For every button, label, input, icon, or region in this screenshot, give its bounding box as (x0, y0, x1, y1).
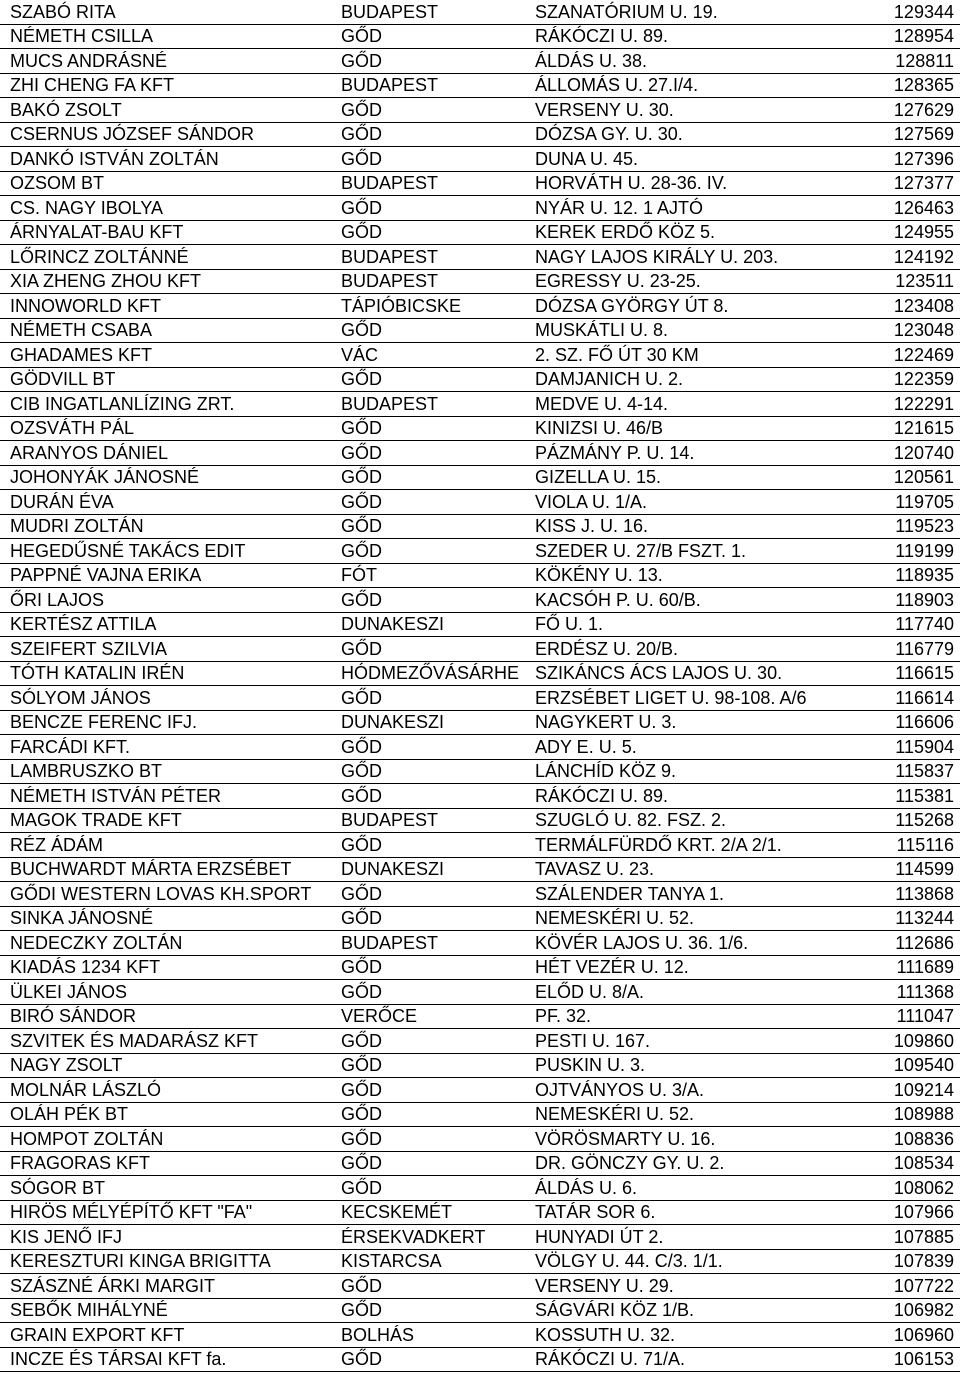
street-cell: DAMJANICH U. 2. (531, 367, 834, 392)
amount-cell: 109860 (834, 1029, 960, 1054)
street-cell: PUSKIN U. 3. (531, 1053, 834, 1078)
city-cell: GŐD (337, 1274, 531, 1299)
amount-cell: 115268 (834, 808, 960, 833)
name-cell: ÜLKEI JÁNOS (0, 980, 337, 1005)
table-row (0, 1274, 960, 1299)
city-cell: VERŐCE (337, 1004, 531, 1029)
amount-cell: 113868 (834, 882, 960, 907)
city-cell: GŐD (337, 735, 531, 760)
street-cell: DUNA U. 45. (531, 147, 834, 172)
amount-cell: 127377 (834, 171, 960, 196)
street-cell: EGRESSY U. 23-25. (531, 269, 834, 294)
amount-cell: 128954 (834, 24, 960, 49)
amount-cell: 107722 (834, 1274, 960, 1299)
street-cell: DÓZSA GY. U. 30. (531, 122, 834, 147)
city-cell: GŐD (337, 98, 531, 123)
street-cell: NAGYKERT U. 3. (531, 710, 834, 735)
street-cell: KISS J. U. 16. (531, 514, 834, 539)
city-cell: GŐD (337, 833, 531, 858)
table-row (0, 1029, 960, 1054)
name-cell: BENCZE FERENC IFJ. (0, 710, 337, 735)
street-cell: ÁLDÁS U. 6. (531, 1176, 834, 1201)
name-cell: MUDRI ZOLTÁN (0, 514, 337, 539)
street-cell: NYÁR U. 12. 1 AJTÓ (531, 196, 834, 221)
city-cell: BUDAPEST (337, 808, 531, 833)
city-cell: GŐD (337, 637, 531, 662)
table-row (0, 637, 960, 662)
amount-cell: 106960 (834, 1323, 960, 1348)
name-cell: CIB INGATLANLÍZING ZRT. (0, 392, 337, 417)
table-row (0, 1323, 960, 1348)
table-row (0, 759, 960, 784)
street-cell: OJTVÁNYOS U. 3/A. (531, 1078, 834, 1103)
amount-cell: 128365 (834, 73, 960, 98)
city-cell: GŐD (337, 318, 531, 343)
city-cell: GŐD (337, 1029, 531, 1054)
amount-cell: 127569 (834, 122, 960, 147)
city-cell: DUNAKESZI (337, 857, 531, 882)
amount-cell: 124955 (834, 220, 960, 245)
amount-cell: 122469 (834, 343, 960, 368)
table-row (0, 1200, 960, 1225)
street-cell: SÁGVÁRI KÖZ 1/B. (531, 1298, 834, 1323)
name-cell: SZEIFERT SZILVIA (0, 637, 337, 662)
amount-cell: 106982 (834, 1298, 960, 1323)
street-cell: KOSSUTH U. 32. (531, 1323, 834, 1348)
street-cell: GIZELLA U. 15. (531, 465, 834, 490)
amount-cell: 124192 (834, 245, 960, 270)
amount-cell: 114599 (834, 857, 960, 882)
city-cell: GŐD (337, 1078, 531, 1103)
street-cell: RÁKÓCZI U. 89. (531, 784, 834, 809)
name-cell: GRAIN EXPORT KFT (0, 1323, 337, 1348)
table-row (0, 73, 960, 98)
street-cell: HORVÁTH U. 28-36. IV. (531, 171, 834, 196)
city-cell: GŐD (337, 367, 531, 392)
city-cell: DUNAKESZI (337, 612, 531, 637)
amount-cell: 106153 (834, 1347, 960, 1372)
name-cell: NÉMETH ISTVÁN PÉTER (0, 784, 337, 809)
name-cell: ARANYOS DÁNIEL (0, 441, 337, 466)
street-cell: FŐ U. 1. (531, 612, 834, 637)
name-cell: HOMPOT ZOLTÁN (0, 1127, 337, 1152)
city-cell: GŐD (337, 1176, 531, 1201)
name-cell: SÓLYOM JÁNOS (0, 686, 337, 711)
amount-cell: 122359 (834, 367, 960, 392)
table-row (0, 269, 960, 294)
table-row (0, 465, 960, 490)
city-cell: GŐD (337, 490, 531, 515)
street-cell: KÖVÉR LAJOS U. 36. 1/6. (531, 931, 834, 956)
name-cell: CSERNUS JÓZSEF SÁNDOR (0, 122, 337, 147)
name-cell: MOLNÁR LÁSZLÓ (0, 1078, 337, 1103)
amount-cell: 116779 (834, 637, 960, 662)
street-cell: ÁLDÁS U. 38. (531, 49, 834, 74)
city-cell: BUDAPEST (337, 245, 531, 270)
table-row (0, 931, 960, 956)
table-row (0, 857, 960, 882)
table-row (0, 171, 960, 196)
table-row (0, 808, 960, 833)
city-cell: BUDAPEST (337, 269, 531, 294)
city-cell: GŐD (337, 441, 531, 466)
table-row (0, 122, 960, 147)
table-row (0, 24, 960, 49)
name-cell: NAGY ZSOLT (0, 1053, 337, 1078)
table-row (0, 441, 960, 466)
street-cell: HÉT VEZÉR U. 12. (531, 955, 834, 980)
name-cell: CS. NAGY IBOLYA (0, 196, 337, 221)
name-cell: DURÁN ÉVA (0, 490, 337, 515)
street-cell: ADY E. U. 5. (531, 735, 834, 760)
table-row (0, 980, 960, 1005)
name-cell: MUCS ANDRÁSNÉ (0, 49, 337, 74)
city-cell: FÓT (337, 563, 531, 588)
street-cell: VÖLGY U. 44. C/3. 1/1. (531, 1249, 834, 1274)
amount-cell: 107885 (834, 1225, 960, 1250)
name-cell: NEDECZKY ZOLTÁN (0, 931, 337, 956)
street-cell: KINIZSI U. 46/B (531, 416, 834, 441)
table-row (0, 1102, 960, 1127)
amount-cell: 119523 (834, 514, 960, 539)
city-cell: BOLHÁS (337, 1323, 531, 1348)
amount-cell: 109540 (834, 1053, 960, 1078)
amount-cell: 120740 (834, 441, 960, 466)
table-row (0, 955, 960, 980)
name-cell: SINKA JÁNOSNÉ (0, 906, 337, 931)
street-cell: TERMÁLFÜRDŐ KRT. 2/A 2/1. (531, 833, 834, 858)
name-cell: OLÁH PÉK BT (0, 1102, 337, 1127)
street-cell: KEREK ERDŐ KÖZ 5. (531, 220, 834, 245)
table-row (0, 0, 960, 24)
table-row (0, 392, 960, 417)
street-cell: VERSENY U. 30. (531, 98, 834, 123)
street-cell: KACSÓH P. U. 60/B. (531, 588, 834, 613)
street-cell: HUNYADI ÚT 2. (531, 1225, 834, 1250)
city-cell: GŐD (337, 1127, 531, 1152)
table-row (0, 147, 960, 172)
table-row (0, 220, 960, 245)
amount-cell: 118935 (834, 563, 960, 588)
amount-cell: 115904 (834, 735, 960, 760)
name-cell: HEGEDŰSNÉ TAKÁCS EDIT (0, 539, 337, 564)
name-cell: OZSOM BT (0, 171, 337, 196)
amount-cell: 122291 (834, 392, 960, 417)
amount-cell: 115116 (834, 833, 960, 858)
amount-cell: 121615 (834, 416, 960, 441)
table-row (0, 882, 960, 907)
name-cell: ÁRNYALAT-BAU KFT (0, 220, 337, 245)
city-cell: GŐD (337, 1053, 531, 1078)
amount-cell: 123511 (834, 269, 960, 294)
city-cell: GŐD (337, 1298, 531, 1323)
name-cell: INNOWORLD KFT (0, 294, 337, 319)
amount-cell: 108534 (834, 1151, 960, 1176)
city-cell: GŐD (337, 122, 531, 147)
city-cell: GŐD (337, 686, 531, 711)
table-row (0, 98, 960, 123)
amount-cell: 108836 (834, 1127, 960, 1152)
city-cell: GŐD (337, 416, 531, 441)
name-cell: GHADAMES KFT (0, 343, 337, 368)
amount-cell: 116614 (834, 686, 960, 711)
amount-cell: 111047 (834, 1004, 960, 1029)
table-row (0, 735, 960, 760)
city-cell: KECSKEMÉT (337, 1200, 531, 1225)
street-cell: VÖRÖSMARTY U. 16. (531, 1127, 834, 1152)
table-row (0, 318, 960, 343)
street-cell: ERZSÉBET LIGET U. 98-108. A/6 (531, 686, 834, 711)
amount-cell: 107839 (834, 1249, 960, 1274)
name-cell: KIADÁS 1234 KFT (0, 955, 337, 980)
street-cell: SZANATÓRIUM U. 19. (531, 0, 834, 24)
name-cell: BUCHWARDT MÁRTA ERZSÉBET (0, 857, 337, 882)
street-cell: DÓZSA GYÖRGY ÚT 8. (531, 294, 834, 319)
table-row (0, 343, 960, 368)
street-cell: NEMESKÉRI U. 52. (531, 906, 834, 931)
street-cell: MUSKÁTLI U. 8. (531, 318, 834, 343)
city-cell: BUDAPEST (337, 0, 531, 24)
city-cell: KISTARCSA (337, 1249, 531, 1274)
street-cell: ELŐD U. 8/A. (531, 980, 834, 1005)
name-cell: NÉMETH CSILLA (0, 24, 337, 49)
street-cell: RÁKÓCZI U. 89. (531, 24, 834, 49)
street-cell: SZÁLENDER TANYA 1. (531, 882, 834, 907)
amount-cell: 113244 (834, 906, 960, 931)
street-cell: NAGY LAJOS KIRÁLY U. 203. (531, 245, 834, 270)
table-row (0, 1004, 960, 1029)
table-row (0, 490, 960, 515)
street-cell: NEMESKÉRI U. 52. (531, 1102, 834, 1127)
city-cell: GŐD (337, 24, 531, 49)
table-row (0, 416, 960, 441)
city-cell: VÁC (337, 343, 531, 368)
amount-cell: 109214 (834, 1078, 960, 1103)
table-row (0, 1151, 960, 1176)
street-cell: KÖKÉNY U. 13. (531, 563, 834, 588)
street-cell: SZEDER U. 27/B FSZT. 1. (531, 539, 834, 564)
city-cell: BUDAPEST (337, 73, 531, 98)
amount-cell: 108988 (834, 1102, 960, 1127)
street-cell: TATÁR SOR 6. (531, 1200, 834, 1225)
table-row (0, 1298, 960, 1323)
city-cell: GŐD (337, 759, 531, 784)
city-cell: GŐD (337, 49, 531, 74)
name-cell: SZVITEK ÉS MADARÁSZ KFT (0, 1029, 337, 1054)
name-cell: LŐRINCZ ZOLTÁNNÉ (0, 245, 337, 270)
table-row (0, 1249, 960, 1274)
table-row (0, 49, 960, 74)
amount-cell: 111689 (834, 955, 960, 980)
street-cell: VERSENY U. 29. (531, 1274, 834, 1299)
amount-cell: 128811 (834, 49, 960, 74)
table-row (0, 196, 960, 221)
city-cell: BUDAPEST (337, 392, 531, 417)
street-cell: PF. 32. (531, 1004, 834, 1029)
table-row (0, 367, 960, 392)
amount-cell: 117740 (834, 612, 960, 637)
name-cell: SZÁSZNÉ ÁRKI MARGIT (0, 1274, 337, 1299)
amount-cell: 129344 (834, 0, 960, 24)
table-row (0, 686, 960, 711)
name-cell: INCZE ÉS TÁRSAI KFT fa. (0, 1347, 337, 1372)
amount-cell: 127396 (834, 147, 960, 172)
table-row (0, 612, 960, 637)
street-cell: ÁLLOMÁS U. 27.I/4. (531, 73, 834, 98)
name-cell: SEBŐK MIHÁLYNÉ (0, 1298, 337, 1323)
name-cell: MAGOK TRADE KFT (0, 808, 337, 833)
city-cell: GŐD (337, 980, 531, 1005)
table-row (0, 588, 960, 613)
amount-cell: 123048 (834, 318, 960, 343)
street-cell: 2. SZ. FŐ ÚT 30 KM (531, 343, 834, 368)
amount-cell: 119199 (834, 539, 960, 564)
city-cell: GŐD (337, 588, 531, 613)
table-row (0, 1176, 960, 1201)
amount-cell: 108062 (834, 1176, 960, 1201)
table-row (0, 784, 960, 809)
name-cell: PAPPNÉ VAJNA ERIKA (0, 563, 337, 588)
name-cell: FRAGORAS KFT (0, 1151, 337, 1176)
name-cell: SZABÓ RITA (0, 0, 337, 24)
amount-cell: 126463 (834, 196, 960, 221)
city-cell: GŐD (337, 220, 531, 245)
name-cell: SÓGOR BT (0, 1176, 337, 1201)
name-cell: KIS JENŐ IFJ (0, 1225, 337, 1250)
city-cell: GŐD (337, 1151, 531, 1176)
table-row (0, 1078, 960, 1103)
street-cell: TAVASZ U. 23. (531, 857, 834, 882)
name-cell: KERESZTURI KINGA BRIGITTA (0, 1249, 337, 1274)
street-cell: RÁKÓCZI U. 71/A. (531, 1347, 834, 1372)
amount-cell: 120561 (834, 465, 960, 490)
name-cell: DANKÓ ISTVÁN ZOLTÁN (0, 147, 337, 172)
amount-cell: 115837 (834, 759, 960, 784)
table-row (0, 906, 960, 931)
name-cell: JOHONYÁK JÁNOSNÉ (0, 465, 337, 490)
name-cell: TÓTH KATALIN IRÉN (0, 661, 337, 686)
amount-cell: 112686 (834, 931, 960, 956)
table-row (0, 1127, 960, 1152)
street-cell: SZIKÁNCS ÁCS LAJOS U. 30. (531, 661, 834, 686)
table-row (0, 1347, 960, 1372)
amount-cell: 115381 (834, 784, 960, 809)
street-cell: SZUGLÓ U. 82. FSZ. 2. (531, 808, 834, 833)
city-cell: HÓDMEZŐVÁSÁRHE (337, 661, 531, 686)
table-row (0, 245, 960, 270)
city-cell: TÁPIÓBICSKE (337, 294, 531, 319)
table-row (0, 710, 960, 735)
name-cell: NÉMETH CSABA (0, 318, 337, 343)
city-cell: GŐD (337, 784, 531, 809)
table-row (0, 294, 960, 319)
street-cell: DR. GÖNCZY GY. U. 2. (531, 1151, 834, 1176)
amount-cell: 116606 (834, 710, 960, 735)
amount-cell: 118903 (834, 588, 960, 613)
street-cell: PÁZMÁNY P. U. 14. (531, 441, 834, 466)
table-row (0, 563, 960, 588)
amount-cell: 111368 (834, 980, 960, 1005)
city-cell: GŐD (337, 539, 531, 564)
table-row (0, 514, 960, 539)
city-cell: GŐD (337, 1102, 531, 1127)
amount-cell: 116615 (834, 661, 960, 686)
city-cell: GŐD (337, 955, 531, 980)
city-cell: ÉRSEKVADKERT (337, 1225, 531, 1250)
city-cell: BUDAPEST (337, 931, 531, 956)
name-cell: BIRÓ SÁNDOR (0, 1004, 337, 1029)
amount-cell: 119705 (834, 490, 960, 515)
city-cell: GŐD (337, 1347, 531, 1372)
table-row (0, 661, 960, 686)
city-cell: BUDAPEST (337, 171, 531, 196)
name-cell: ŐRI LAJOS (0, 588, 337, 613)
amount-cell: 123408 (834, 294, 960, 319)
street-cell: MEDVE U. 4-14. (531, 392, 834, 417)
city-cell: GŐD (337, 196, 531, 221)
table-row (0, 1053, 960, 1078)
name-cell: LAMBRUSZKO BT (0, 759, 337, 784)
street-cell: PESTI U. 167. (531, 1029, 834, 1054)
name-cell: GÖDVILL BT (0, 367, 337, 392)
name-cell: XIA ZHENG ZHOU KFT (0, 269, 337, 294)
street-cell: ERDÉSZ U. 20/B. (531, 637, 834, 662)
name-cell: ZHI CHENG FA KFT (0, 73, 337, 98)
amount-cell: 127629 (834, 98, 960, 123)
name-cell: RÉZ ÁDÁM (0, 833, 337, 858)
table-row (0, 833, 960, 858)
city-cell: GŐD (337, 882, 531, 907)
city-cell: GŐD (337, 514, 531, 539)
table-row (0, 539, 960, 564)
table-row (0, 1225, 960, 1250)
name-cell: GŐDI WESTERN LOVAS KH.SPORT (0, 882, 337, 907)
name-cell: FARCÁDI KFT. (0, 735, 337, 760)
street-cell: LÁNCHÍD KÖZ 9. (531, 759, 834, 784)
city-cell: GŐD (337, 906, 531, 931)
city-cell: DUNAKESZI (337, 710, 531, 735)
name-cell: OZSVÁTH PÁL (0, 416, 337, 441)
street-cell: VIOLA U. 1/A. (531, 490, 834, 515)
city-cell: GŐD (337, 147, 531, 172)
name-cell: BAKÓ ZSOLT (0, 98, 337, 123)
name-cell: HIRÖS MÉLYÉPÍTŐ KFT "FA" (0, 1200, 337, 1225)
amount-cell: 107966 (834, 1200, 960, 1225)
name-cell: KERTÉSZ ATTILA (0, 612, 337, 637)
city-cell: GŐD (337, 465, 531, 490)
